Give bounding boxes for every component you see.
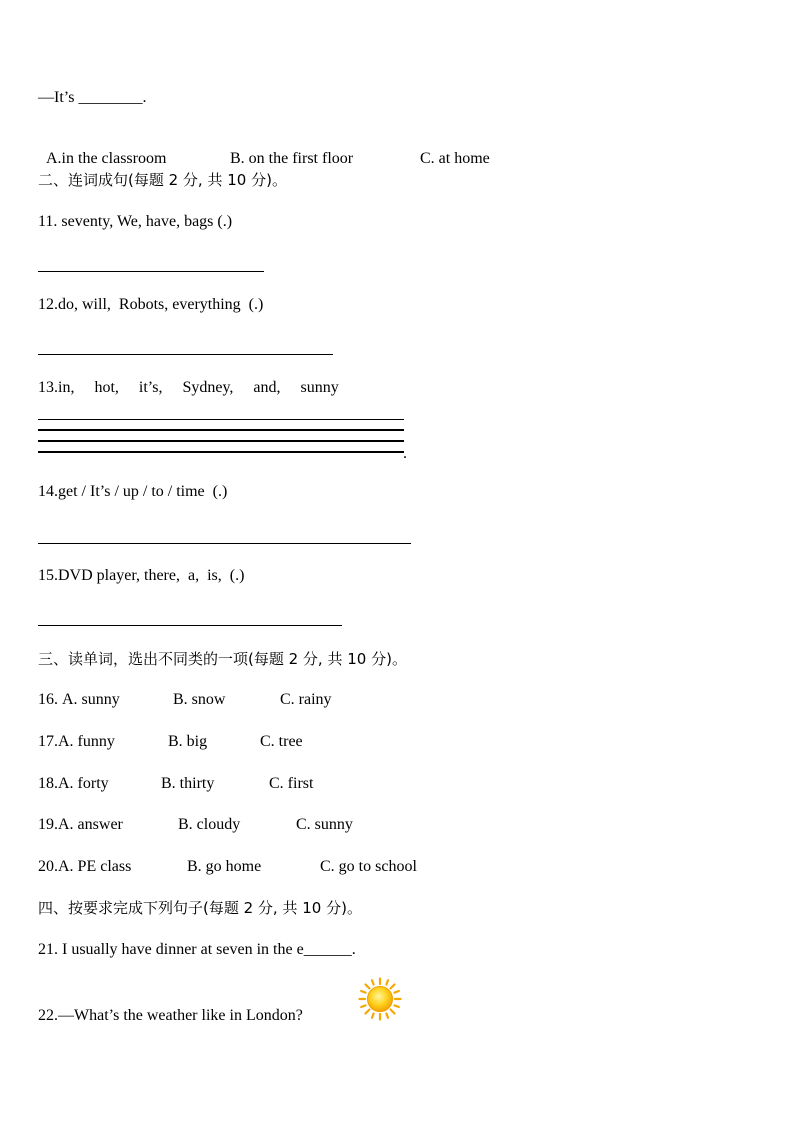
option-b: B. snow [173, 691, 226, 708]
question-16 [38, 690, 332, 710]
question-11: 11. seventy, We, have, bags (.) [38, 213, 233, 230]
q10-answer-line: —It’s ________. [38, 89, 147, 106]
answer-line-13c [38, 440, 404, 442]
option-b: B. on the first floor [230, 150, 354, 167]
option-c: C. go to school [320, 858, 417, 875]
option-c: C. sunny [296, 816, 353, 833]
question-15: 15.DVD player, there, a, is, (.) [38, 567, 245, 584]
answer-line-11 [38, 271, 264, 272]
question-17 [38, 732, 303, 752]
question-17-number: 17. [38, 733, 58, 750]
option-c: C. at home [420, 150, 490, 167]
question-14: 14.get / It’s / up / to / time (.) [38, 483, 228, 500]
answer-line-14 [38, 543, 411, 544]
question-19-number: 19. [38, 816, 58, 833]
answer-line-12 [38, 354, 333, 355]
section4-heading: 四、按要求完成下列句子(每题 2 分, 共 10 分)。 [38, 899, 362, 917]
option-a: A. funny [58, 733, 115, 750]
question-20 [38, 857, 417, 877]
option-c: C. first [269, 775, 314, 792]
option-b: B. thirty [161, 775, 215, 792]
sun-icon [358, 977, 402, 1021]
question-20-number: 20. [38, 858, 58, 875]
option-c: C. rainy [280, 691, 332, 708]
option-a: A. PE class [58, 858, 132, 875]
option-a: A. answer [58, 816, 123, 833]
question-16-number: 16. [38, 691, 62, 708]
option-a: A. forty [58, 775, 109, 792]
question-21: 21. I usually have dinner at seven in the e______. [38, 941, 356, 958]
question-18 [38, 774, 313, 794]
answer-line-13d [38, 451, 404, 453]
answer-line-13a [38, 419, 404, 420]
question-12: 12.do, will, Robots, everything (.) [38, 296, 264, 313]
question-18-number: 18. [38, 775, 58, 792]
option-a: A. sunny [62, 691, 120, 708]
option-b: B. big [168, 733, 208, 750]
question-13-period: . [403, 445, 407, 462]
option-c: C. tree [260, 733, 303, 750]
question-22: 22.—What’s the weather like in London? [38, 1007, 303, 1024]
section3-heading: 三、读单词，选出不同类的一项(每题 2 分, 共 10 分)。 [38, 650, 407, 668]
section2-heading: 二、连词成句(每题 2 分, 共 10 分)。 [38, 171, 287, 189]
question-19 [38, 815, 353, 835]
answer-line-15 [38, 625, 342, 626]
answer-line-13b [38, 429, 404, 431]
q10-options [38, 129, 490, 169]
question-13: 13.in, hot, it’s, Sydney, and, sunny [38, 379, 339, 396]
option-b: B. cloudy [178, 816, 241, 833]
option-a: A.in the classroom [46, 150, 167, 167]
option-b: B. go home [187, 858, 262, 875]
